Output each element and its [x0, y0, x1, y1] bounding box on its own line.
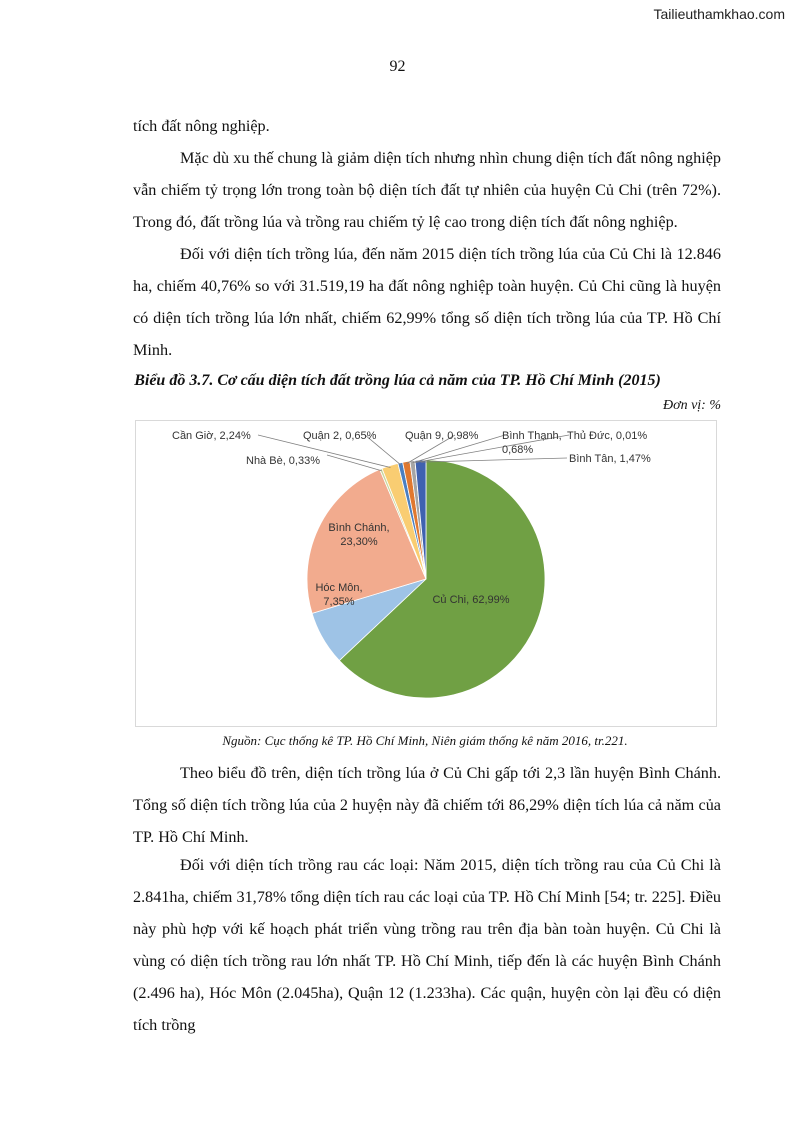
page-number: 92: [389, 58, 406, 75]
pie-chart: [136, 421, 716, 726]
figure-caption: Biểu đồ 3.7. Cơ cấu diện tích đất trồng lúa cả năm của TP. Hồ Chí Minh (2015): [134, 372, 661, 389]
data-label: Thủ Đức, 0,01%: [567, 430, 648, 442]
paragraph-agri-share: Mặc dù xu thế chung là giảm diện tích nhưng nhìn chung diện tích đất nông nghiệp vẫn chiếm tỷ trọng lớn trong toàn bộ diện tích đất tự nhiên của huyện Củ Chi (trên 72%). Trong đó, đất trồng lúa và trồng rau chiếm tỷ lệ cao trong diện tích đất nông nghiệp.: [133, 149, 721, 231]
paragraph-vegetables: Đối với diện tích trồng rau các loại: Năm 2015, diện tích trồng rau của Củ Chi là 2.841ha, chiếm 31,78% tổng diện tích rau các loại của TP. Hồ Chí Minh [54; tr. 225]. Điều này phù hợp với kế hoạch phát triển vùng trồng rau trên địa bàn toàn huyện. Củ Chi là vùng có diện tích trồng rau lớn nhất TP. Hồ Chí Minh, tiếp đến là các huyện Bình Chánh (2.496 ha), Hóc Môn (2.045ha), Quận 12 (1.233ha). Các quận, huyện còn lại đều có diện tích trồng: [133, 856, 721, 1034]
data-label: Hóc Môn, 7,35%: [315, 582, 363, 608]
leader-line: [421, 458, 567, 462]
paragraph-rice-area: Đối với diện tích trồng lúa, đến năm 2015 diện tích trồng lúa của Củ Chi là 12.846 ha, chiếm 40,76% so với 31.519,19 ha đất nông nghiệp toàn huyện. Củ Chi cũng là huyện có diện tích trồng lúa lớn nhất, chiếm 62,99% tổng số diện tích trồng lúa của TP. Hồ Chí Minh.: [133, 245, 721, 359]
data-label: Củ Chi, 62,99%: [432, 594, 510, 606]
data-label: Quận 2, 0,65%: [303, 430, 377, 442]
data-label: Bình Thạnh, 0,68%: [502, 430, 562, 456]
figure-source: Nguồn: Cục thống kê TP. Hồ Chí Minh, Niên giám thống kê năm 2016, tr.221.: [222, 733, 628, 748]
data-label: Nhà Bè, 0,33%: [246, 455, 320, 467]
data-label: Quận 9, 0,98%: [405, 430, 479, 442]
data-label: Bình Tân, 1,47%: [569, 453, 651, 465]
paragraph-comparison: Theo biểu đồ trên, diện tích trồng lúa ở Củ Chi gấp tới 2,3 lần huyện Bình Chánh. Tổng số diện tích trồng lúa của 2 huyện này đã chiếm tới 86,29% diện tích lúa cả năm của TP. Hồ Chí Minh.: [133, 764, 721, 846]
watermark: Tailieuthamkhao.com: [653, 6, 785, 22]
pie-chart-frame: [135, 420, 717, 727]
data-label: Cần Giờ, 2,24%: [172, 430, 251, 442]
figure-unit: Đơn vị: %: [662, 398, 721, 413]
pie-slices: [307, 460, 545, 698]
data-label: Bình Chánh, 23,30%: [328, 522, 390, 548]
paragraph-continuation: tích đất nông nghiệp.: [133, 117, 270, 135]
